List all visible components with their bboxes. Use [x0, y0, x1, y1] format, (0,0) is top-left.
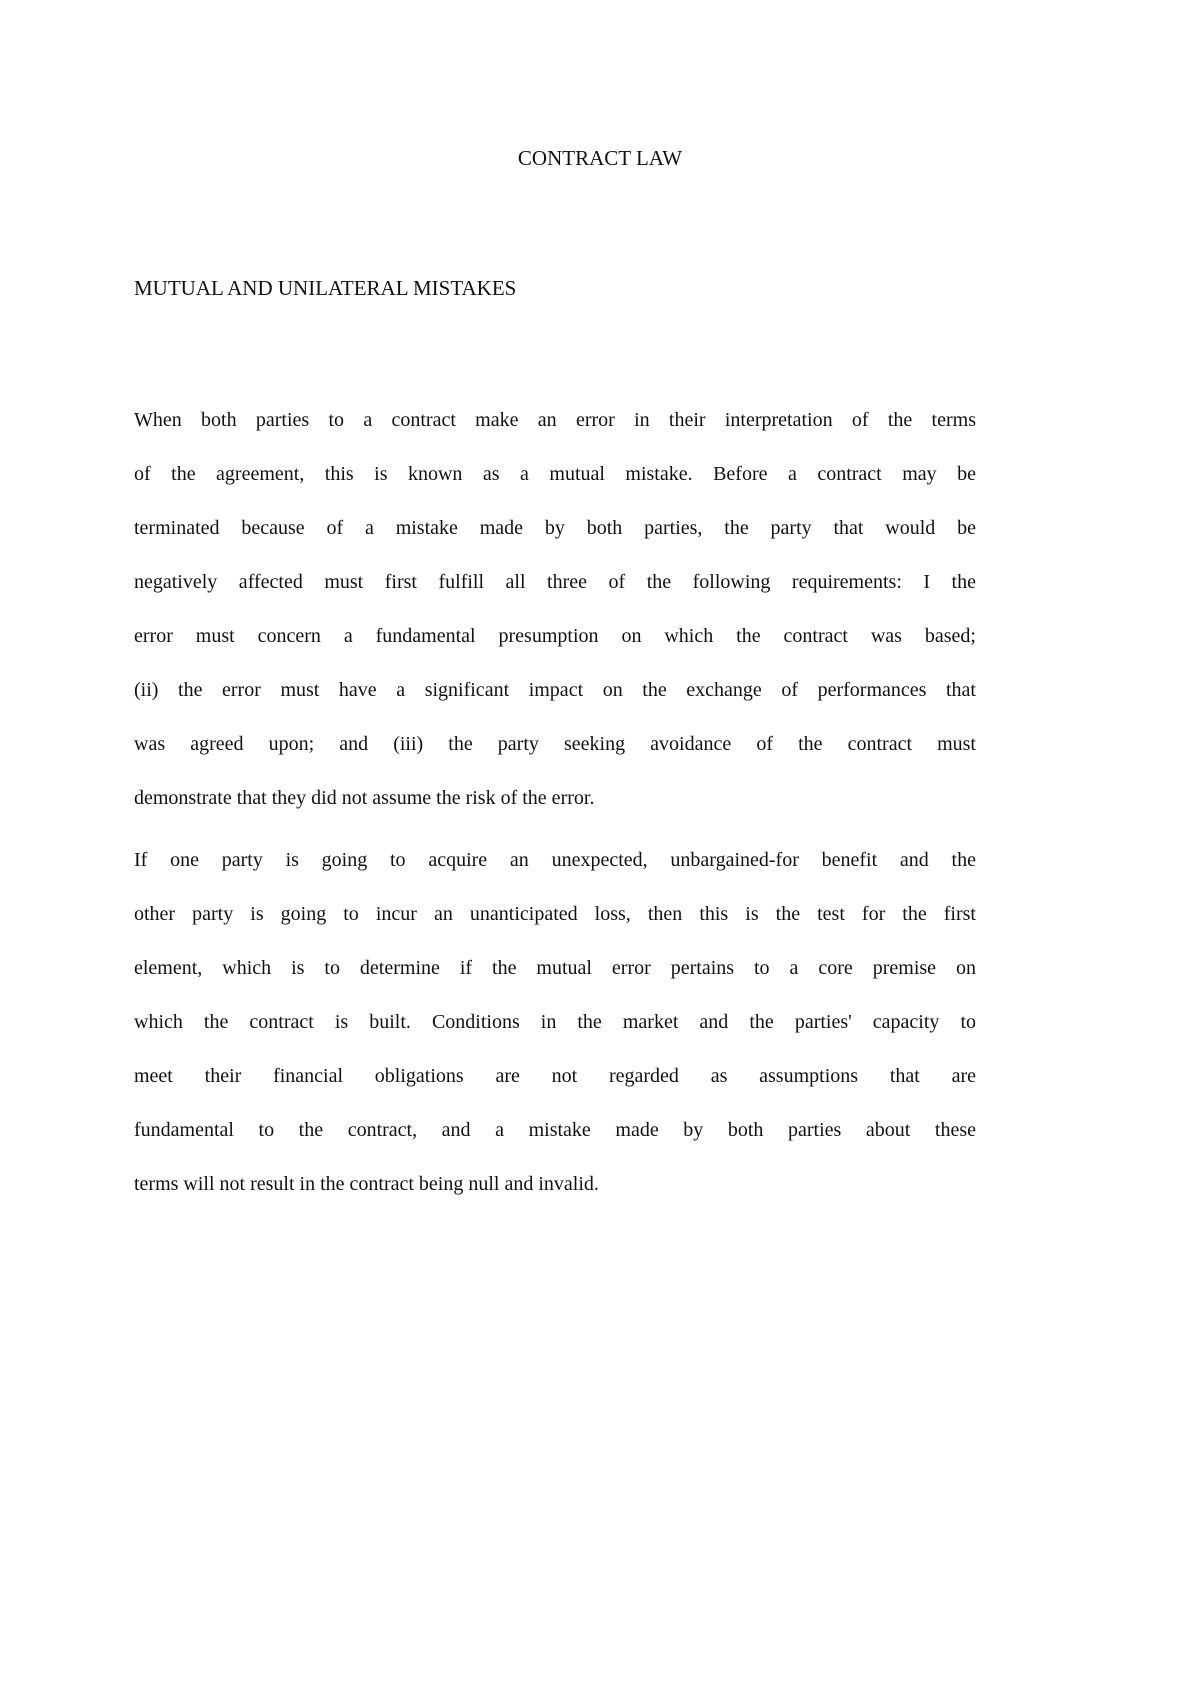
text-line: (ii) the error must have a significant impact on the exchange of performances that	[134, 679, 976, 701]
text-line: which the contract is built. Conditions in the market and the parties' capacity to	[134, 1011, 976, 1033]
text-line: If one party is going to acquire an unexpected, unbargained-for benefit and the	[134, 849, 976, 871]
text-line: fundamental to the contract, and a mistake made by both parties about these	[134, 1119, 976, 1141]
text-line: other party is going to incur an unanticipated loss, then this is the test for the first	[134, 903, 976, 925]
text-line: demonstrate that they did not assume the risk of the error.	[134, 787, 595, 809]
text-line: terms will not result in the contract being null and invalid.	[134, 1173, 599, 1195]
paragraph-1	[134, 406, 976, 838]
text-line: error must concern a fundamental presumption on which the contract was based;	[134, 625, 976, 647]
text-line: element, which is to determine if the mutual error pertains to a core premise on	[134, 957, 976, 979]
text-line: was agreed upon; and (iii) the party seeking avoidance of the contract must	[134, 733, 976, 755]
document-title: CONTRACT LAW	[517, 146, 683, 170]
text-line: negatively affected must first fulfill all three of the following requirements: I the	[134, 571, 976, 593]
text-line: of the agreement, this is known as a mutual mistake. Before a contract may be	[134, 463, 976, 485]
section-heading: MUTUAL AND UNILATERAL MISTAKES	[134, 276, 517, 300]
text-line: meet their financial obligations are not regarded as assumptions that are	[134, 1065, 976, 1087]
text-line: terminated because of a mistake made by both parties, the party that would be	[134, 517, 976, 539]
text-line: When both parties to a contract make an error in their interpretation of the terms	[134, 409, 976, 431]
paragraph-2	[134, 846, 976, 1224]
